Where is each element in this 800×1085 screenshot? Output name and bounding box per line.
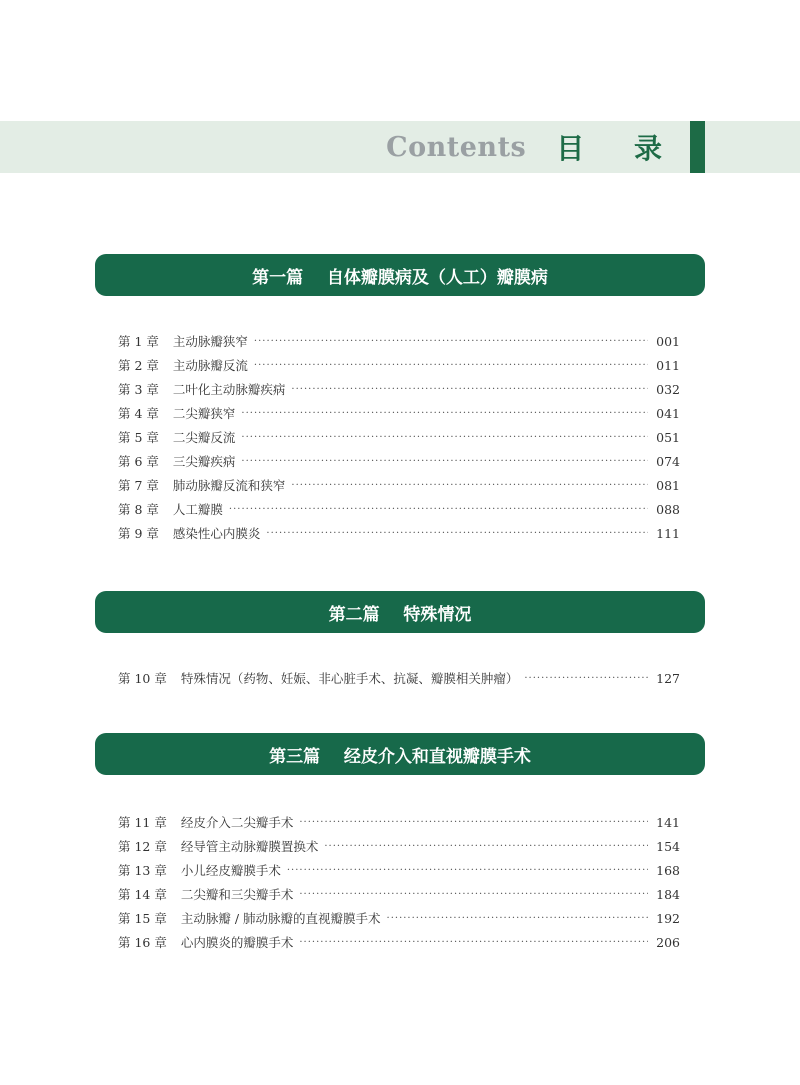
chapter-number: 第 2 章 — [118, 358, 159, 373]
chapter-title: 主动脉瓣反流 — [172, 358, 248, 373]
dot-leader — [266, 528, 648, 539]
chapter-number: 第 15 章 — [118, 911, 167, 926]
contents-title-en: Contents — [386, 131, 527, 163]
chapter-title: 肺动脉瓣反流和狭窄 — [172, 478, 286, 493]
toc-row[interactable] — [118, 666, 680, 690]
part-1-chapter-list — [118, 329, 680, 545]
page-number: 192 — [656, 910, 680, 926]
page-number: 141 — [656, 814, 680, 830]
dot-leader — [287, 865, 648, 876]
page-number: 074 — [656, 453, 680, 469]
chapter-number: 第 16 章 — [118, 935, 167, 950]
toc-row[interactable] — [118, 473, 680, 497]
toc-row[interactable] — [118, 521, 680, 545]
contents-header — [386, 121, 682, 173]
page-number: 051 — [656, 429, 680, 445]
part-3-banner: 第三篇 经皮介入和直视瓣膜手术 — [95, 733, 705, 775]
page-number: 088 — [656, 501, 680, 517]
dot-leader — [299, 817, 648, 828]
toc-row[interactable] — [118, 401, 680, 425]
dot-leader — [291, 384, 648, 395]
chapter-number: 第 5 章 — [118, 430, 159, 445]
chapter-title: 二尖瓣和三尖瓣手术 — [180, 887, 294, 902]
part-1-banner: 第一篇 自体瓣膜病及（人工）瓣膜病 — [95, 254, 705, 296]
part-2-chapter-list — [118, 666, 680, 690]
toc-row[interactable] — [118, 377, 680, 401]
chapter-number: 第 1 章 — [118, 334, 159, 349]
header-accent-bar — [690, 121, 705, 173]
chapter-title: 二叶化主动脉瓣疾病 — [172, 382, 286, 397]
chapter-title: 二尖瓣反流 — [172, 430, 236, 445]
toc-row[interactable] — [118, 810, 680, 834]
chapter-number: 第 13 章 — [118, 863, 167, 878]
part-2-banner: 第二篇 特殊情况 — [95, 591, 705, 633]
page-number: 011 — [656, 357, 680, 373]
toc-row[interactable] — [118, 425, 680, 449]
chapter-title: 特殊情况（药物、妊娠、非心脏手术、抗凝、瓣膜相关肿瘤） — [180, 671, 519, 686]
dot-leader — [299, 889, 648, 900]
toc-row[interactable] — [118, 858, 680, 882]
dot-leader — [254, 360, 648, 371]
dot-leader — [241, 408, 648, 419]
dot-leader — [299, 937, 648, 948]
toc-row[interactable] — [118, 834, 680, 858]
dot-leader — [254, 336, 648, 347]
chapter-title: 三尖瓣疾病 — [172, 454, 236, 469]
chapter-number: 第 3 章 — [118, 382, 159, 397]
dot-leader — [324, 841, 648, 852]
chapter-number: 第 12 章 — [118, 839, 167, 854]
page-number: 127 — [656, 670, 680, 686]
dot-leader — [524, 673, 648, 684]
page-number: 206 — [656, 934, 680, 950]
page-number: 154 — [656, 838, 680, 854]
dot-leader — [241, 456, 648, 467]
dot-leader — [241, 432, 648, 443]
chapter-title: 主动脉瓣 / 肺动脉瓣的直视瓣膜手术 — [180, 911, 381, 926]
chapter-title: 二尖瓣狭窄 — [172, 406, 236, 421]
dot-leader — [291, 480, 648, 491]
toc-row[interactable] — [118, 930, 680, 954]
contents-title-zh: 目 录 — [556, 132, 682, 165]
page-number: 041 — [656, 405, 680, 421]
toc-row[interactable] — [118, 353, 680, 377]
toc-row[interactable] — [118, 906, 680, 930]
chapter-number: 第 11 章 — [118, 815, 167, 830]
dot-leader — [387, 913, 648, 924]
toc-row[interactable] — [118, 449, 680, 473]
toc-row[interactable] — [118, 882, 680, 906]
chapter-number: 第 9 章 — [118, 526, 159, 541]
chapter-title: 经皮介入二尖瓣手术 — [180, 815, 294, 830]
chapter-title: 感染性心内膜炎 — [172, 526, 261, 541]
chapter-number: 第 8 章 — [118, 502, 159, 517]
chapter-number: 第 7 章 — [118, 478, 159, 493]
chapter-title: 人工瓣膜 — [172, 502, 223, 517]
dot-leader — [229, 504, 648, 515]
chapter-title: 小儿经皮瓣膜手术 — [180, 863, 281, 878]
part-3-chapter-list — [118, 810, 680, 954]
chapter-title: 经导管主动脉瓣膜置换术 — [180, 839, 319, 854]
chapter-title: 主动脉瓣狭窄 — [172, 334, 248, 349]
chapter-number: 第 4 章 — [118, 406, 159, 421]
chapter-number: 第 14 章 — [118, 887, 167, 902]
page-number: 001 — [656, 333, 680, 349]
page-number: 081 — [656, 477, 680, 493]
page-number: 168 — [656, 862, 680, 878]
chapter-title: 心内膜炎的瓣膜手术 — [180, 935, 294, 950]
page-number: 184 — [656, 886, 680, 902]
page-number: 032 — [656, 381, 680, 397]
toc-row[interactable] — [118, 329, 680, 353]
page-number: 111 — [656, 525, 680, 541]
toc-row[interactable] — [118, 497, 680, 521]
chapter-number: 第 10 章 — [118, 671, 167, 686]
chapter-number: 第 6 章 — [118, 454, 159, 469]
